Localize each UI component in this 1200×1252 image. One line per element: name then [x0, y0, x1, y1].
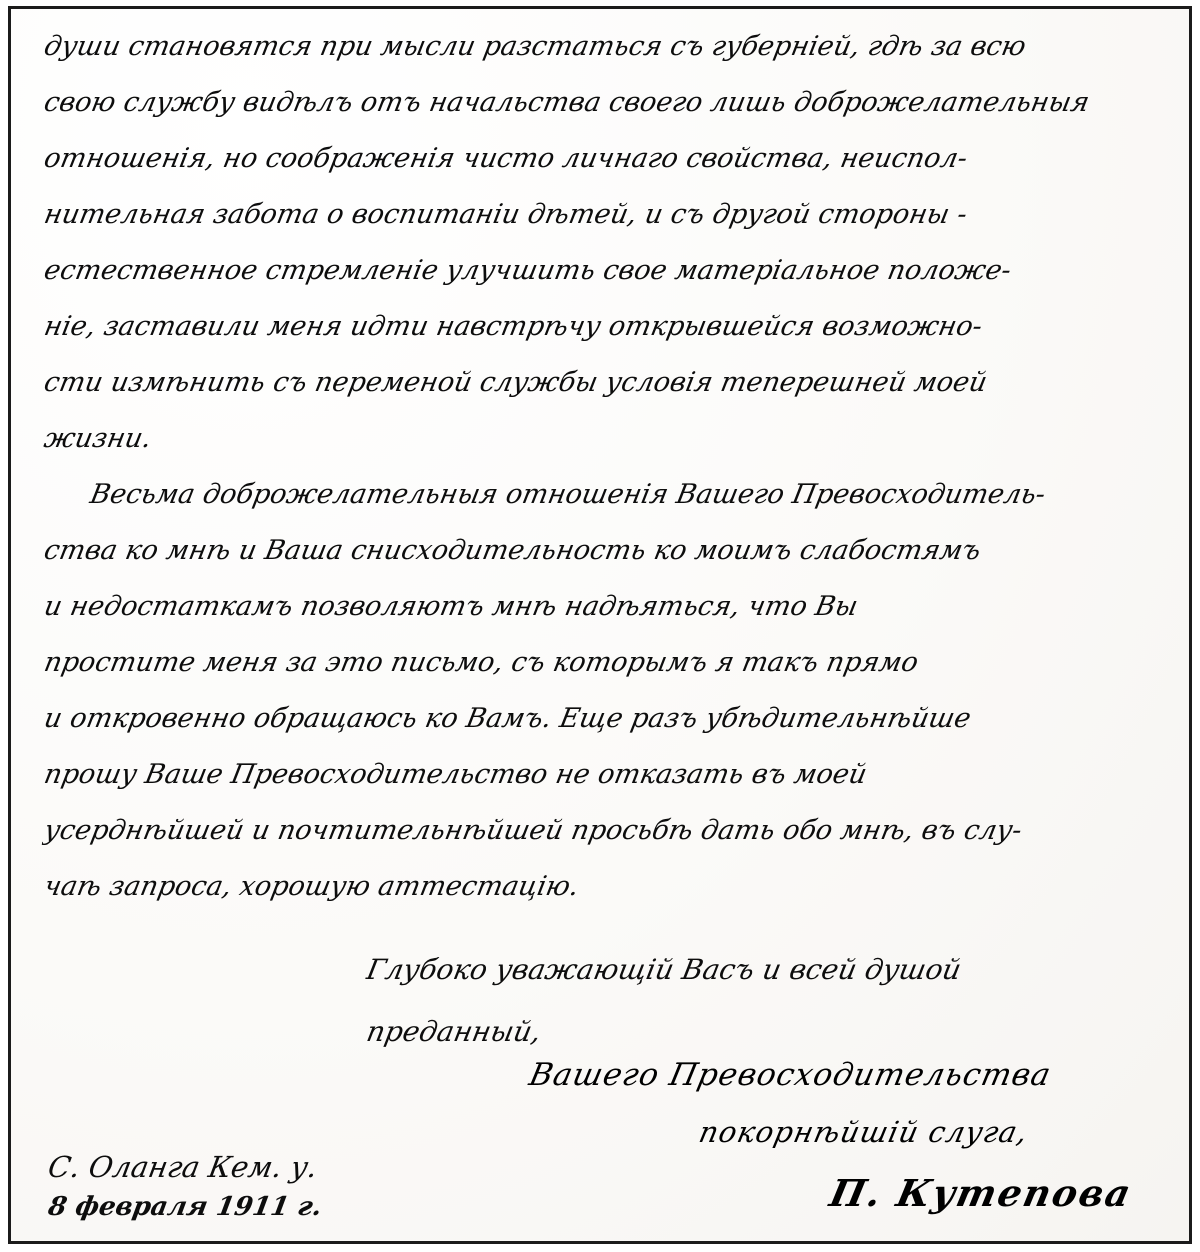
handwritten-line: естественное стремленiе улучшить свое матерiальное положе-: [41, 255, 1014, 286]
letter-closing: [361, 939, 1171, 1215]
closing-line: преданный,: [363, 1015, 544, 1048]
signature-line: покорнѣйшiй слуга,: [696, 1115, 1032, 1149]
closing-line: Глубоко уважающiй Васъ и всей душой: [363, 953, 965, 986]
place-and-date: [45, 1147, 465, 1227]
handwritten-line: прошу Ваше Превосходительство не отказать въ моей: [41, 759, 870, 790]
handwritten-line: отношенiя, но соображенiя чисто личнаго свойства, неиспол-: [41, 143, 971, 174]
handwritten-line: сти измѣнить съ переменой службы условiя теперешней моей: [41, 367, 990, 398]
handwritten-line: нительная забота о воспитанiи дѣтей, и съ другой стороны -: [41, 199, 970, 230]
handwritten-line: простите меня за это письмо, съ которымъ я такъ прямо: [41, 647, 921, 678]
handwritten-line: ства ко мнѣ и Ваша снисходительность ко моимъ слабостямъ: [41, 535, 984, 566]
signature-line: Вашего Превосходительства: [526, 1057, 1055, 1093]
handwritten-line: нiе, заставили меня идти навстрѣчу открывшейся возможно-: [41, 311, 985, 342]
handwritten-line: души становятся при мысли разстаться съ губернiей, гдѣ за всю: [41, 31, 1029, 62]
signature-name: П. Кутепова: [826, 1171, 1137, 1215]
handwritten-line: и откровенно обращаюсь ко Вамъ. Еще разъ убѣдительнѣйше: [41, 703, 974, 734]
handwritten-line: усерднѣйшей и почтительнѣйшей просьбѣ дать обо мнѣ, въ слу-: [41, 815, 1025, 846]
handwritten-line: Весьма доброжелательныя отношенiя Вашего Превосходитель-: [87, 479, 1049, 510]
letter-body: [39, 19, 1169, 915]
date-text: 8 февраля 1911 г.: [45, 1192, 325, 1222]
place-text: С. Оланга Кем. у.: [45, 1150, 321, 1184]
handwritten-line: свою службу видѣлъ отъ начальства своего лишь доброжелательныя: [41, 87, 1092, 118]
scan-border-frame: [8, 6, 1192, 1244]
handwritten-line: чаѣ запроса, хорошую аттестацiю.: [41, 871, 582, 902]
handwritten-line: жизни.: [41, 423, 155, 454]
handwritten-line: и недостаткамъ позволяютъ мнѣ надѣяться, что Вы: [41, 591, 861, 622]
